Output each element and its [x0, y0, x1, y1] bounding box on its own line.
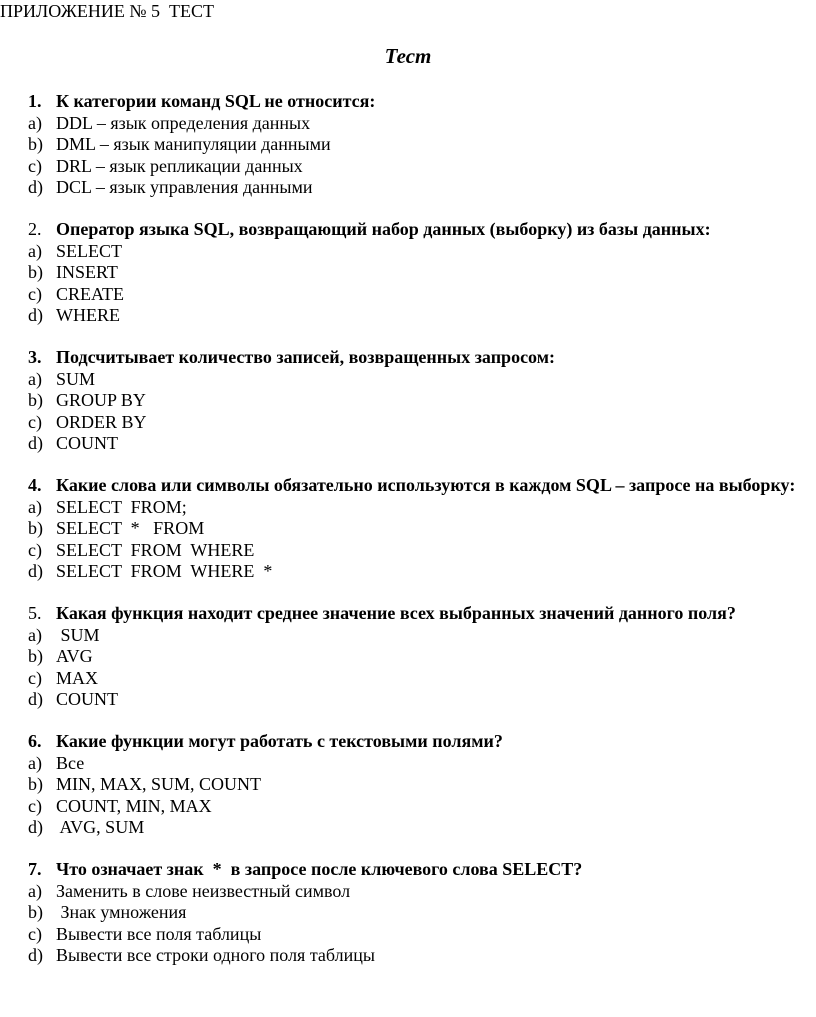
question-7	[28, 859, 798, 967]
option-text: SUM	[56, 624, 100, 645]
question-text: Какие функции могут работать с текстовыми полями?	[56, 731, 503, 751]
answer-option	[28, 134, 798, 156]
option-text: Вывести все поля таблицы	[56, 923, 262, 944]
option-letter: d)	[28, 945, 43, 965]
question-number: 6.	[28, 731, 42, 751]
question-text: Подсчитывает количество записей, возвращенных запросом:	[56, 347, 555, 367]
question-1	[28, 91, 798, 199]
answer-option	[28, 689, 798, 711]
answer-option	[28, 945, 798, 967]
answer-option	[28, 817, 798, 839]
appendix-header: ПРИЛОЖЕНИЕ № 5 ТЕСТ	[0, 1, 215, 21]
question-6	[28, 731, 798, 839]
option-text: SUM	[56, 368, 96, 389]
option-text: Вывести все строки одного поля таблицы	[56, 945, 375, 965]
option-letter: b)	[28, 646, 43, 666]
answer-option	[28, 540, 798, 562]
question-text: К категории команд SQL не относится:	[56, 91, 376, 111]
option-text: WHERE	[56, 305, 120, 325]
answer-option	[28, 284, 798, 306]
answer-option	[28, 156, 798, 178]
answer-option	[28, 924, 798, 946]
option-text: SELECT FROM;	[56, 496, 187, 517]
answer-option	[28, 177, 798, 199]
option-letter: c)	[28, 155, 42, 176]
option-letter: c)	[28, 411, 42, 432]
option-letter: d)	[28, 305, 43, 325]
option-text: Все	[56, 752, 85, 773]
option-text: MIN, MAX, SUM, COUNT	[56, 774, 262, 794]
answer-option	[28, 753, 798, 775]
answer-option	[28, 774, 798, 796]
option-letter: c)	[28, 923, 42, 944]
option-text: DDL – язык определения данных	[56, 112, 311, 133]
question-number: 5.	[28, 603, 42, 623]
option-letter: b)	[28, 390, 43, 410]
option-letter: b)	[28, 518, 43, 538]
option-letter: a)	[28, 112, 42, 133]
option-text: CREATE	[56, 283, 125, 304]
question-text: Какие слова или символы обязательно используются в каждом SQL – запросе на выборку:	[56, 475, 796, 495]
answer-option	[28, 881, 798, 903]
option-text: COUNT, MIN, MAX	[56, 795, 212, 816]
option-text: Заменить в слове неизвестный символ	[56, 880, 351, 901]
option-text: ORDER BY	[56, 411, 147, 432]
question-text: Какая функция находит среднее значение всех выбранных значений данного поля?	[56, 603, 736, 623]
answer-option	[28, 497, 798, 519]
question-5	[28, 603, 798, 711]
option-letter: a)	[28, 240, 42, 261]
option-letter: a)	[28, 752, 42, 773]
option-letter: a)	[28, 496, 42, 517]
answer-option	[28, 305, 798, 327]
option-text: SELECT FROM WHERE	[56, 539, 255, 560]
answer-option	[28, 390, 798, 412]
option-letter: a)	[28, 368, 42, 389]
question-4	[28, 475, 798, 583]
option-text: Знак умножения	[56, 902, 187, 922]
option-letter: b)	[28, 774, 43, 794]
answer-option	[28, 646, 798, 668]
answer-option	[28, 625, 798, 647]
question-3	[28, 347, 798, 455]
option-letter: d)	[28, 433, 43, 453]
answer-option	[28, 518, 798, 540]
question-number: 7.	[28, 859, 42, 879]
option-letter: b)	[28, 902, 43, 922]
option-letter: d)	[28, 689, 43, 709]
question-text: Что означает знак * в запросе после ключевого слова SELECT?	[56, 859, 583, 879]
option-letter: c)	[28, 539, 42, 560]
option-text: SELECT * FROM	[56, 518, 205, 538]
option-text: DML – язык манипуляции данными	[56, 134, 331, 154]
option-letter: a)	[28, 880, 42, 901]
option-text: DRL – язык репликации данных	[56, 155, 303, 176]
option-text: COUNT	[56, 433, 118, 453]
option-text: COUNT	[56, 689, 118, 709]
question-number: 3.	[28, 347, 42, 367]
option-letter: d)	[28, 177, 43, 197]
question-number: 1.	[28, 91, 42, 111]
answer-option	[28, 369, 798, 391]
option-text: INSERT	[56, 262, 118, 282]
question-list	[28, 91, 798, 987]
answer-option	[28, 113, 798, 135]
question-number: 4.	[28, 475, 42, 495]
option-letter: a)	[28, 624, 42, 645]
option-text: SELECT FROM WHERE *	[56, 561, 273, 581]
answer-option	[28, 561, 798, 583]
option-letter: c)	[28, 795, 42, 816]
option-text: AVG	[56, 646, 93, 666]
answer-option	[28, 262, 798, 284]
question-number: 2.	[28, 219, 42, 239]
answer-option	[28, 433, 798, 455]
answer-option	[28, 902, 798, 924]
answer-option	[28, 412, 798, 434]
option-text: DCL – язык управления данными	[56, 177, 313, 197]
option-letter: d)	[28, 561, 43, 581]
document-title: Тест	[384, 44, 432, 68]
answer-option	[28, 668, 798, 690]
option-letter: b)	[28, 262, 43, 282]
answer-option	[28, 241, 798, 263]
answer-option	[28, 796, 798, 818]
option-text: SELECT	[56, 240, 122, 261]
option-letter: c)	[28, 283, 42, 304]
option-letter: d)	[28, 817, 43, 837]
question-text: Оператор языка SQL, возвращающий набор данных (выборку) из базы данных:	[56, 219, 711, 239]
option-letter: c)	[28, 667, 42, 688]
question-2	[28, 219, 798, 327]
option-text: AVG, SUM	[56, 817, 145, 837]
option-text: MAX	[56, 667, 99, 688]
option-letter: b)	[28, 134, 43, 154]
option-text: GROUP BY	[56, 390, 146, 410]
